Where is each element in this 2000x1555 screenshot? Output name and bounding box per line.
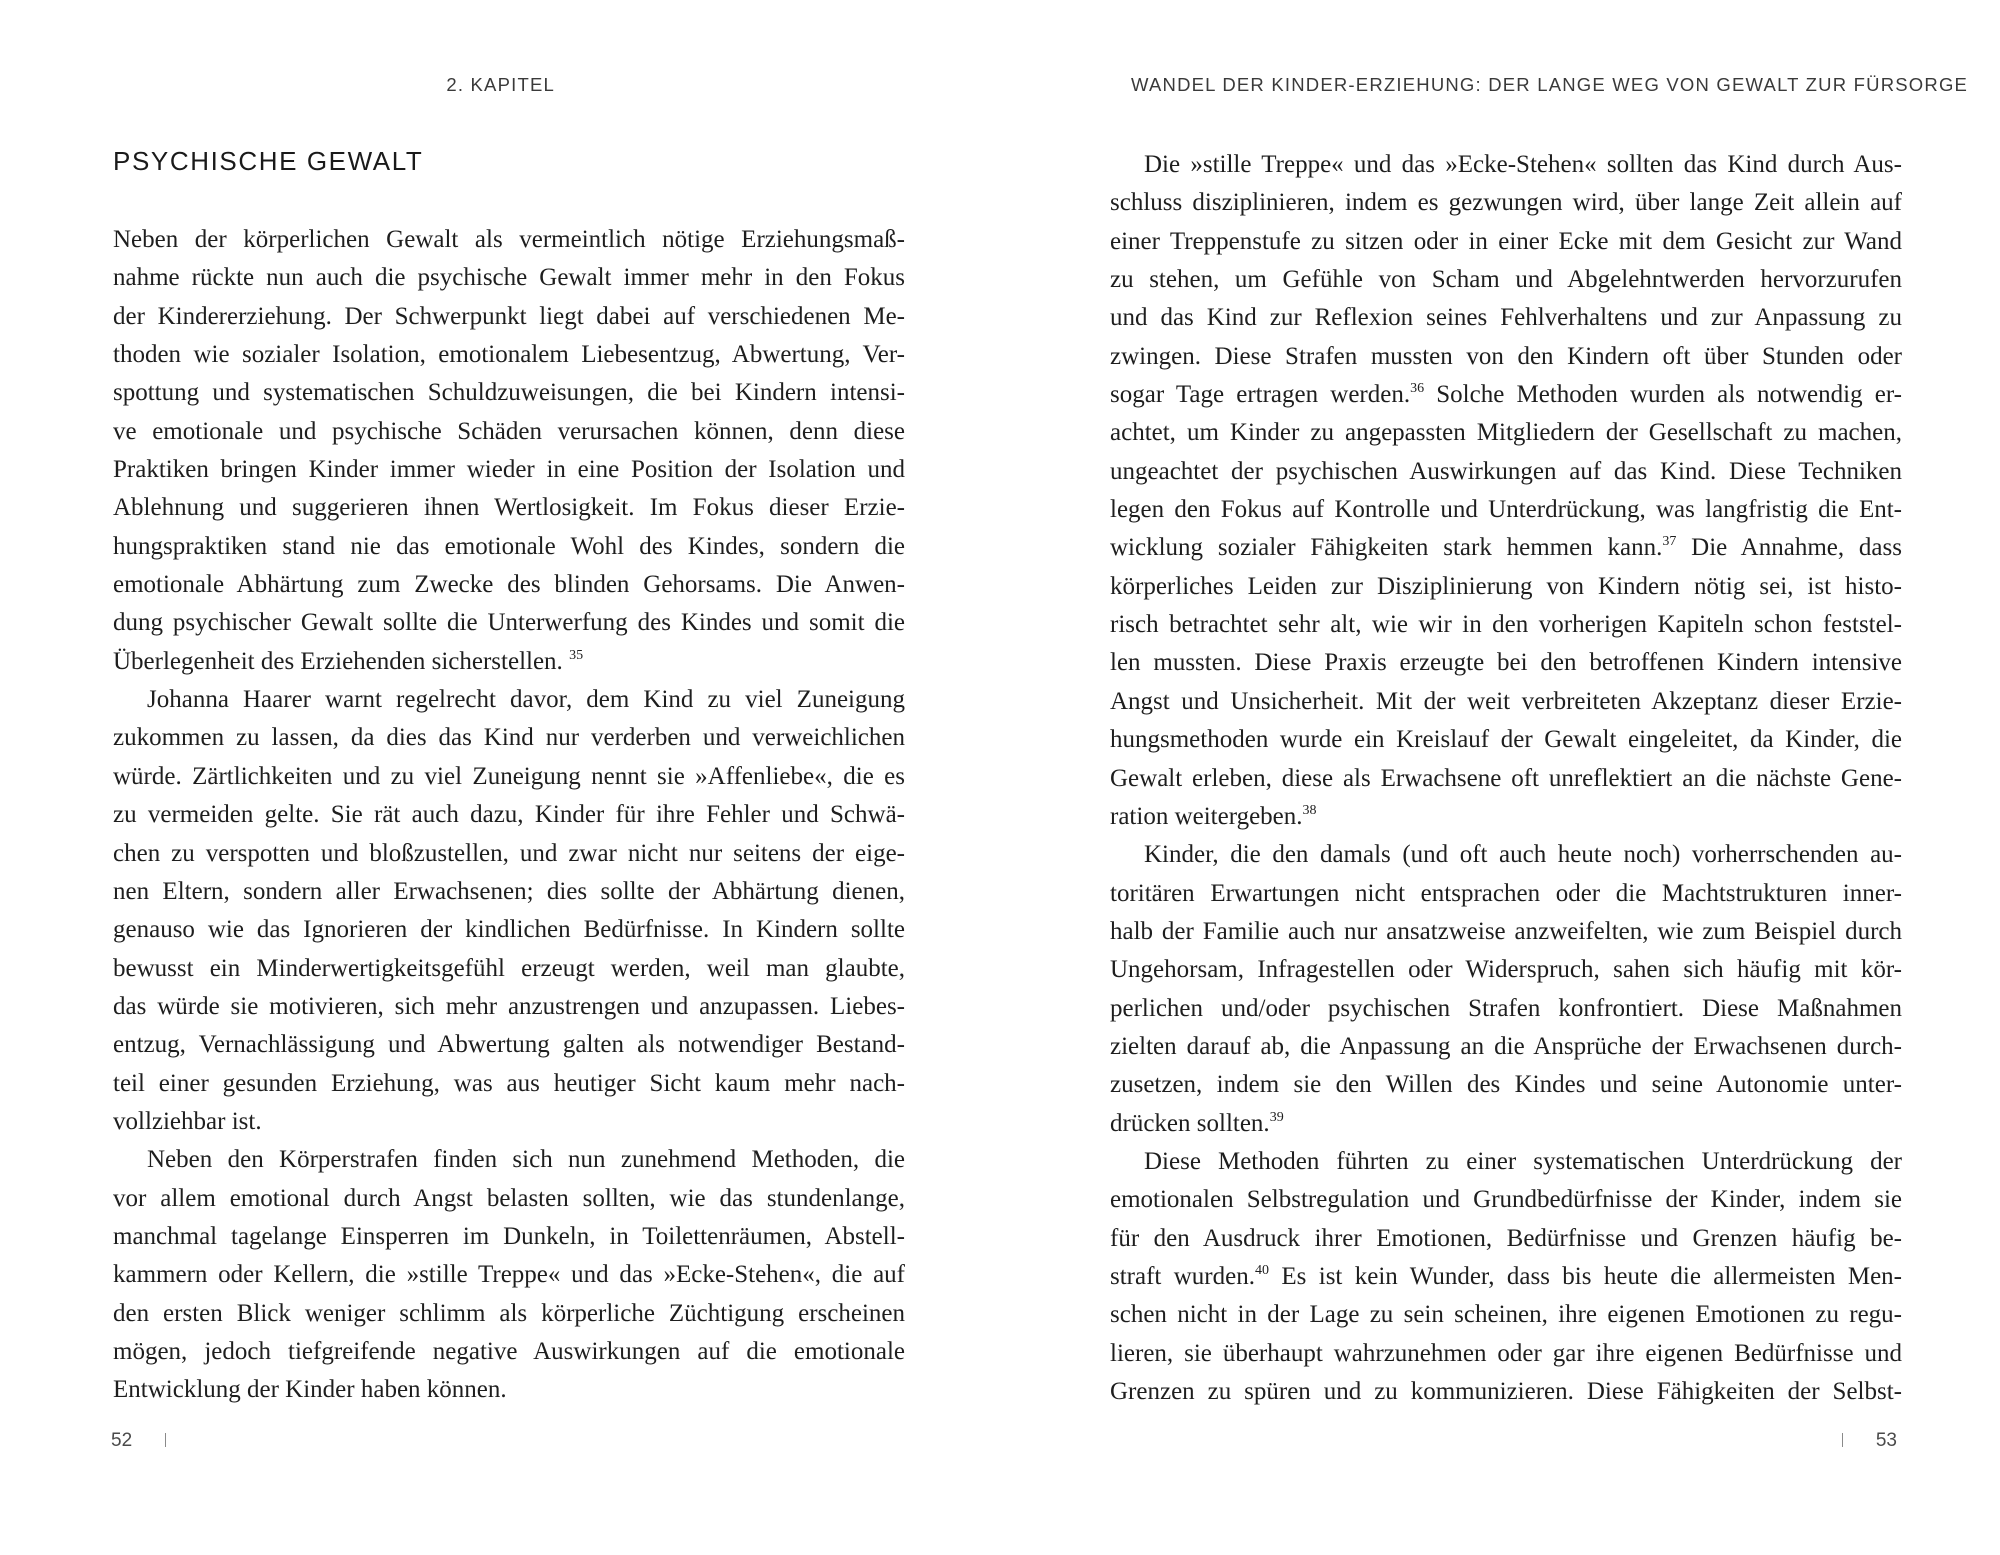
text-line: Kinder, die den damals (und oft auch heute noch) vorherrschenden au- — [1144, 841, 1902, 869]
text-line: Ablehnung und suggerieren ihnen Wertlosigkeit. Im Fokus dieser Erzie- — [113, 494, 905, 522]
text-segment: Solche Methoden wurden als notwendig er- — [1424, 381, 1903, 409]
text-line: Entwicklung der Kinder haben können. — [113, 1376, 507, 1404]
page-footer-right — [1842, 1430, 1897, 1452]
text-line: einer Treppenstufe zu sitzen oder in einer Ecke mit dem Gesicht zur Wand — [1110, 227, 1902, 255]
text-segment: Die Annahme, dass — [1676, 534, 1902, 562]
folio-divider — [165, 1433, 166, 1447]
text-line: bewusst ein Minderwertigkeitsgefühl erzeugt werden, weil man glaubte, — [113, 954, 905, 982]
text-line: lieren, sie überhaupt wahrzunehmen oder gar ihre eigenen Bedürfnisse und — [1110, 1339, 1902, 1367]
text-line: risch betrachtet sehr alt, wie wir in den vorherigen Kapiteln schon feststel- — [1110, 611, 1902, 639]
text-line: Grenzen zu spüren und zu kommunizieren. Diese Fähigkeiten der Selbst- — [1110, 1378, 1902, 1405]
text-segment: sogar Tage ertragen werden. — [1110, 381, 1411, 409]
text-line: thoden wie sozialer Isolation, emotionalem Liebesentzug, Abwertung, Ver- — [113, 341, 905, 369]
text-line: das würde sie motivieren, sich mehr anzustrengen und anzupassen. Liebes- — [113, 992, 905, 1020]
text-line: Neben der körperlichen Gewalt als vermeintlich nötige Erziehungsmaß- — [113, 226, 905, 253]
text-line: Angst und Unsicherheit. Mit der weit verbreiteten Akzeptanz dieser Erzie- — [1110, 687, 1902, 715]
text-line: schen nicht in der Lage zu sein scheinen, ihre eigenen Emotionen zu regu- — [1110, 1301, 1902, 1329]
right-page — [1000, 0, 2000, 1555]
body-text-left — [113, 221, 905, 1410]
page-number: 53 — [1875, 1430, 1897, 1451]
page-footer-left — [111, 1430, 166, 1452]
text-segment: drücken sollten. — [1110, 1109, 1270, 1137]
folio-divider — [1842, 1433, 1843, 1447]
running-head-title: WANDEL DER KINDER-ERZIEHUNG: DER LANGE WEG VON GEWALT ZUR FÜRSORGE — [1131, 74, 1969, 95]
running-head-chapter: 2. KAPITEL — [446, 74, 555, 95]
text-line: emotionalen Selbstregulation und Grundbedürfnisse der Kinder, indem sie — [1110, 1186, 1902, 1214]
text-line — [1110, 798, 1902, 836]
text-line: der Kindererziehung. Der Schwerpunkt liegt dabei auf verschiedenen Me- — [113, 302, 905, 330]
footnote-marker: 35 — [569, 647, 584, 663]
text-line: Johanna Haarer warnt regelrecht davor, dem Kind zu viel Zuneigung — [147, 686, 905, 714]
text-line: und das Kind zur Reflexion seines Fehlverhaltens und zur Anpassung zu — [1110, 304, 1902, 332]
footnote-marker: 40 — [1254, 1262, 1269, 1278]
footnote-marker: 37 — [1662, 534, 1677, 550]
footnote-marker: 36 — [1410, 381, 1425, 397]
text-line: genauso wie das Ignorieren der kindlichen Bedürfnisse. In Kindern sollte — [113, 916, 905, 944]
text-line: spottung und systematischen Schuldzuweisungen, die bei Kindern intensi- — [113, 379, 905, 407]
text-line: chen zu verspotten und bloßzustellen, und zwar nicht nur seitens der eige- — [113, 839, 905, 867]
text-line: manchmal tagelange Einsperren im Dunkeln, in Toilettenräumen, Abstell- — [113, 1222, 905, 1250]
text-line: zielten darauf ab, die Anpassung an die Ansprüche der Erwachsenen durch- — [1110, 1032, 1902, 1060]
text-line: zukommen zu lassen, da dies das Kind nur verderben und verweichlichen — [113, 724, 905, 752]
text-line: emotionale Abhärtung zum Zwecke des blinden Gehorsams. Die Anwen- — [113, 571, 905, 599]
text-line: den ersten Blick weniger schlimm als körperliche Züchtigung erscheinen — [113, 1299, 905, 1327]
text-line: ve emotionale und psychische Schäden verursachen können, denn diese — [113, 417, 905, 445]
text-line: zu stehen, um Gefühle von Scham und Abgelehntwerden hervorzurufen — [1110, 266, 1902, 294]
text-segment: Es ist kein Wunder, dass bis heute die allermeisten Men- — [1268, 1262, 1902, 1290]
text-line: für den Ausdruck ihrer Emotionen, Bedürfnisse und Grenzen häufig be- — [1110, 1224, 1902, 1252]
text-line: zusetzen, indem sie den Willen des Kindes und seine Autonomie unter- — [1110, 1071, 1902, 1099]
text-segment: wicklung sozialer Fähigkeiten stark hemmen kann. — [1110, 534, 1663, 562]
footnote-marker: 39 — [1269, 1109, 1284, 1125]
text-line: achtet, um Kinder zu angepassten Mitgliedern der Gesellschaft zu machen, — [1110, 419, 1902, 447]
text-line: legen den Fokus auf Kontrolle und Unterdrückung, was langfristig die Ent- — [1110, 496, 1902, 524]
section-heading: PSYCHISCHE GEWALT — [113, 146, 424, 176]
text-line: len mussten. Diese Praxis erzeugte bei den betroffenen Kindern intensive — [1110, 649, 1902, 677]
text-line: hungspraktiken stand nie das emotionale Wohl des Kindes, sondern die — [113, 532, 905, 560]
text-line: kammern oder Kellern, die »stille Treppe« und das »Ecke-Stehen«, die auf — [113, 1261, 905, 1289]
text-line: perlichen und/oder psychischen Strafen konfrontiert. Diese Maßnahmen — [1110, 994, 1902, 1022]
text-segment: ration weitergeben. — [1110, 802, 1303, 830]
text-line: halb der Familie auch nur ansatzweise anzweifelten, wie zum Beispiel durch — [1110, 917, 1902, 945]
text-line: Praktiken bringen Kinder immer wieder in eine Position der Isolation und — [113, 456, 905, 484]
text-line — [113, 643, 905, 681]
text-line: körperliches Leiden zur Disziplinierung von Kindern nötig sei, ist histo- — [1110, 572, 1902, 600]
text-line: schluss disziplinieren, indem es gezwungen wird, über lange Zeit allein auf — [1110, 189, 1902, 217]
text-line: vor allem emotional durch Angst belasten sollten, wie das stundenlange, — [113, 1184, 905, 1212]
text-line: hungsmethoden wurde ein Kreislauf der Gewalt eingeleitet, da Kinder, die — [1110, 726, 1902, 754]
body-text-right — [1110, 146, 1902, 1411]
text-segment: straft wurden. — [1110, 1262, 1255, 1290]
text-line — [1110, 1258, 1902, 1296]
text-line: mögen, jedoch tiefgreifende negative Auswirkungen auf die emotionale — [113, 1337, 905, 1365]
text-line — [1110, 529, 1902, 567]
text-line: entzug, Vernachlässigung und Abwertung galten als notwendiger Bestand- — [113, 1031, 905, 1059]
text-line: teil einer gesunden Erziehung, was aus heutiger Sicht kaum mehr nach- — [113, 1069, 905, 1097]
text-line: nahme rückte nun auch die psychische Gewalt immer mehr in den Fokus — [113, 264, 905, 292]
text-line: ungeachtet der psychischen Auswirkungen auf das Kind. Diese Techniken — [1110, 457, 1902, 485]
text-line: Diese Methoden führten zu einer systematischen Unterdrückung der — [1144, 1147, 1902, 1175]
text-line: Gewalt erleben, diese als Erwachsene oft unreflektiert an die nächste Gene- — [1110, 764, 1902, 792]
text-line: Die »stille Treppe« und das »Ecke-Stehen« sollten das Kind durch Aus- — [1144, 151, 1902, 178]
text-line: Neben den Körperstrafen finden sich nun zunehmend Methoden, die — [147, 1146, 905, 1174]
text-line: vollziehbar ist. — [113, 1107, 262, 1135]
text-line — [1110, 376, 1902, 414]
footnote-marker: 38 — [1302, 802, 1317, 818]
text-line — [1110, 1105, 1902, 1143]
text-segment: Überlegenheit des Erziehenden sicherstellen. — [113, 647, 563, 675]
text-line: zu vermeiden gelte. Sie rät auch dazu, Kinder für ihre Fehler und Schwä- — [113, 801, 905, 829]
text-line: zwingen. Diese Strafen mussten von den Kindern oft über Stunden oder — [1110, 342, 1902, 370]
text-line: dung psychischer Gewalt sollte die Unterwerfung des Kindes und somit die — [113, 609, 905, 637]
page-number: 52 — [111, 1430, 133, 1451]
text-line: toritären Erwartungen nicht entsprachen oder die Machtstrukturen inner- — [1110, 879, 1902, 907]
text-line: nen Eltern, sondern aller Erwachsenen; dies sollte der Abhärtung dienen, — [113, 877, 905, 905]
text-line: würde. Zärtlichkeiten und zu viel Zuneigung nennt sie »Affenliebe«, die es — [113, 762, 905, 790]
text-line: Ungehorsam, Infragestellen oder Widerspruch, sahen sich häufig mit kör- — [1110, 956, 1902, 984]
